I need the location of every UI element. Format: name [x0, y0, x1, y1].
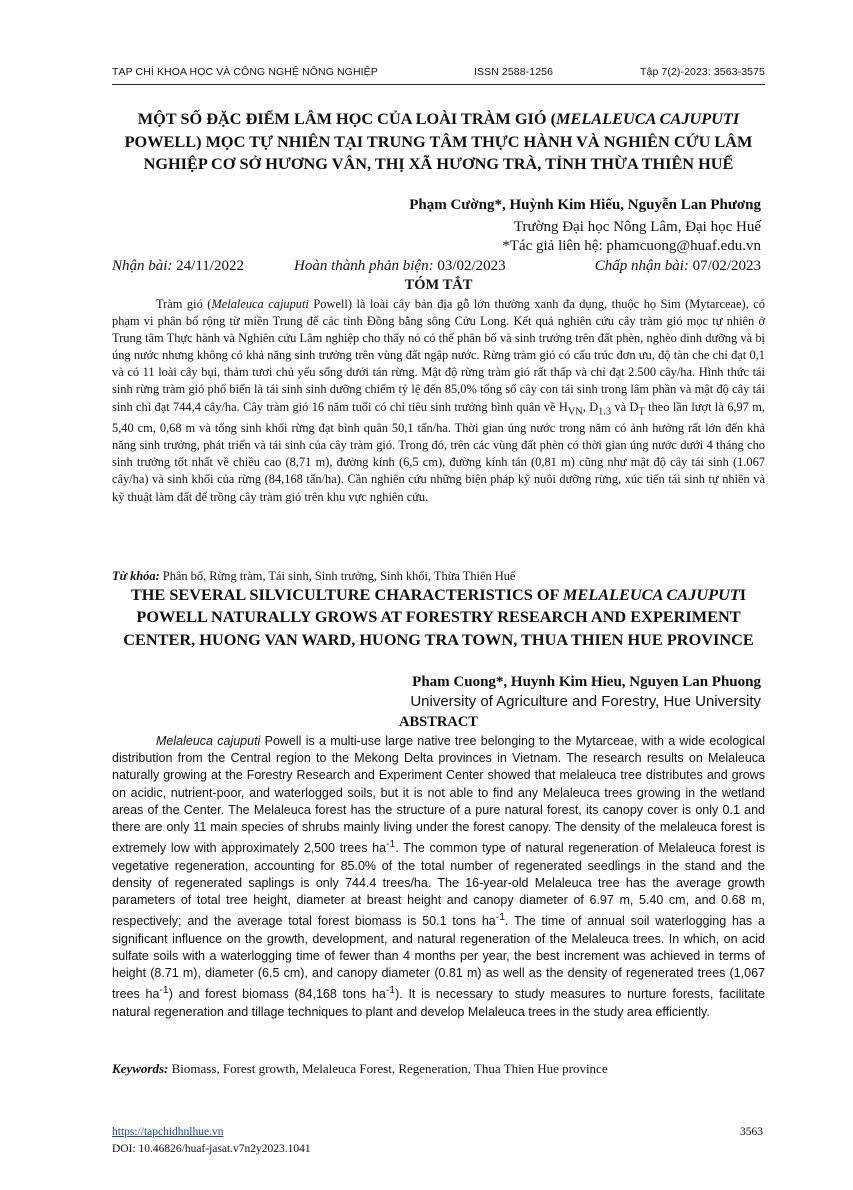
abstract-english	[112, 733, 765, 1021]
title-en-part1: THE SEVERAL SILVICULTURE CHARACTERISTICS OF	[130, 585, 563, 604]
abstract-vn-tail: theo lần lượt là 6,97 m, 5,40 cm, 0,68 m và tổng sinh khối rừng đạt bình quân 50,1 tấn/ha. Thời gian úng nước trong năm có ảnh hưởng rất lớn đến khả năng sinh trưởng, phát triển và tái sinh của cây tràm gió. Trong đó, trên các vùng đất phèn có thời gian úng nước dưới 4 tháng cho sinh trưởng tốt nhất về chiều cao (8,71 m), đường kính (6,5 cm), đường kính tán (0,81 m) cũng như mật độ cây tái sinh (1.067 cây/ha) và sinh khối của rừng (84,168 tấn/ha). Cần nghiên cứu những biện pháp kỹ nuôi dưỡng rừng, xúc tiến tái sinh tự nhiên và kỹ thuật làm đất để trồng cây tràm gió trên khu vực nghiên cứu.	[112, 399, 765, 504]
abstract-vn-species: Melaleuca cajuputi	[211, 297, 309, 311]
subscript-vn: VN	[567, 406, 583, 418]
superscript-1: -1	[386, 839, 396, 851]
abstract-en-p3: . The time of annual soil waterlogging has a significant influence on the growth, development, and natural regeneration of the Melaleuca trees. In which, on acid sulfate soils with a waterlogging time of fewer than 4 months per year, the best increment was achieved in terms of height (8.71 m), diameter (6.5 cm), and canopy diameter (0.81 m) as well as the density of regenerated trees (1,067 trees ha	[112, 914, 765, 1002]
title-vn-species: MELALEUCA CAJUPUTI	[556, 109, 740, 128]
abstract-en-p5: ). It is necessary to study measures to nurture forests, facilitate natural regeneration and tillage techniques to plant and develop Melaleuca trees in the study area efficiently.	[112, 987, 765, 1019]
abstract-heading-en: ABSTRACT	[399, 714, 478, 730]
keywords-vietnamese	[112, 569, 765, 584]
keywords-english	[112, 1061, 765, 1077]
accepted-date	[595, 258, 761, 275]
title-vn-part2: POWELL) MỌC TỰ NHIÊN TẠI TRUNG TÂM THỰC HÀNH VÀ NGHIÊN CỨU LÂM NGHIỆP CƠ SỞ HƯƠNG VÂN, THỊ XÃ HƯƠNG TRÀ, TỈNH THỪA THIÊN HUẾ	[124, 131, 753, 174]
title-en-species: MELALEUCA CAJUPUT	[562, 585, 740, 604]
affiliation-vietnamese: Trường Đại học Nông Lâm, Đại học Huế	[513, 219, 761, 235]
title-vn-part1: MỘT SỐ ĐẶC ĐIỂM LÂM HỌC CỦA LOÀI TRÀM GIÓ (	[137, 109, 556, 128]
subscript-13: 1.3	[598, 406, 612, 418]
title-english	[112, 584, 765, 651]
keywords-vn-label: Từ khóa:	[112, 569, 160, 583]
abstract-vn-mid2: và D	[611, 399, 639, 414]
journal-name: TẠP CHÍ KHOA HỌC VÀ CÔNG NGHỆ NÔNG NGHIỆP	[112, 66, 378, 78]
authors-vietnamese: Phạm Cường*, Huỳnh Kim Hiếu, Nguyễn Lan Phương	[409, 197, 761, 213]
subscript-t: T	[638, 406, 645, 418]
doi: DOI: 10.46826/huaf-jasat.v7n2y2023.1041	[112, 1143, 311, 1155]
reviewed-value: 03/02/2023	[437, 258, 506, 274]
keywords-en-label: Keywords:	[112, 1061, 169, 1076]
keywords-en-text: Biomass, Forest growth, Melaleuca Forest, Regeneration, Thua Thien Hue province	[168, 1061, 608, 1076]
received-value: 24/11/2022	[176, 258, 244, 274]
reviewed-date	[294, 258, 506, 275]
abstract-vietnamese	[112, 296, 765, 506]
volume-pages: Tập 7(2)-2023: 3563-3575	[640, 66, 765, 78]
superscript-3: -1	[159, 985, 169, 997]
keywords-vn-text: Phân bố, Rừng tràm, Tái sinh, Sinh trưởng, Sinh khối, Thừa Thiên Huế	[159, 569, 516, 583]
corresponding-author: *Tác giả liên hệ: phamcuong@huaf.edu.vn	[502, 238, 761, 254]
abstract-vn-body: Powell) là loài cây bản địa gỗ lớn thường xanh đa dụng, thuộc họ Sim (Mytarceae), có phạm vi phân bố rộng từ miền Trung để các tỉnh Đồng bằng sông Cửu Long. Kết quả nghiên cứu cây tràm gió mọc tự nhiên ở Trung tâm Thực hành và Nghiên cứu Lâm nghiệp cho thấy nó có thể phân bố và sinh trưởng trên đất phèn, nghèo dinh dưỡng và bị úng nước nhưng không có khả năng sinh trưởng trên vùng đất ngập nước. Rừng tràm gió có cấu trúc đơn ưu, độ tàn che chỉ đạt 0,1 và có 11 loài cây bụi, thảm tươi chủ yếu sống dưới tán rừng. Mật độ rừng tràm gió rất thấp và chỉ đạt 2.500 cây/ha. Hình thức tái sinh rừng tràm gió phổ biến là tái sinh sinh dưỡng chiếm tỷ lệ đến 85,0% tổng số cây con tái sinh trong lâm phần và mật độ cây tái sinh chỉ đạt 744,4 cây/ha. Cây tràm gió 16 năm tuổi có chỉ tiêu sinh trưởng bình quân về H	[112, 297, 765, 414]
abstract-vn-lead: Tràm gió (	[156, 297, 212, 311]
running-header	[112, 66, 765, 82]
authors-english: Pham Cuong*, Huynh Kim Hieu, Nguyen Lan Phuong	[412, 674, 761, 690]
abstract-en-p4: ) and forest biomass (84,168 tons ha	[168, 987, 386, 1002]
superscript-4: -1	[385, 985, 396, 997]
abstract-en-p1: Powell is a multi-use large native tree belonging to the Mytarceae, with a wide ecological distribution from the Central region to the Mekong Delta provinces in Vietnam. The research results on Melaleuca naturally growing at the Forestry Research and Experiment Center showed that melaleuca tree distributes and grows on acidic, nutrient-poor, and waterlogged soils, but it is not able to find any Melaleuca trees growing in the wetland areas of the Center. The Melaleuca forest has the structure of a pure natural forest, its canopy cover is only 0.1 and there are only 11 main species of shrubs mainly living under the forest canopy. The density of the melaleuca forest is extremely low with approximately 2,500 trees ha	[112, 734, 765, 856]
header-rule	[112, 84, 765, 85]
abstract-en-p2: . The common type of natural regeneration of Melaleuca forest is vegetative regeneration, accounting for 85.0% of the total number of regenerated seedlings in the stand and the density of regenerated saplings is only 744.4 trees/ha. The 16-year-old Melaleuca tree has the average growth parameters of total tree height, diameter at breast height and canopy diameter of 6.97 m, 5.40 cm, and 0.68 m, respectively; and the average total forest biomass is 50.1 tons ha	[112, 841, 765, 929]
superscript-2: -1	[495, 912, 506, 924]
reviewed-label: Hoàn thành phản biện:	[294, 258, 434, 274]
abstract-heading-vn: TÓM TẮT	[404, 277, 473, 293]
received-date	[112, 258, 244, 275]
title-en-part2: I POWELL NATURALLY GROWS AT FORESTRY RESEARCH AND EXPERIMENT CENTER, HUONG VAN WARD, HUONG TRA TOWN, THUA THIEN HUE PROVINCE	[123, 585, 754, 649]
issn: ISSN 2588-1256	[474, 66, 554, 78]
accepted-label: Chấp nhận bài:	[594, 258, 689, 274]
article-dates	[112, 258, 761, 278]
affiliation-english: University of Agriculture and Forestry, Hue University	[410, 693, 761, 710]
abstract-en-species: Melaleuca cajuputi	[156, 734, 261, 748]
page-number: 3563	[740, 1126, 763, 1138]
title-vietnamese	[112, 108, 765, 176]
accepted-value: 07/02/2023	[692, 258, 761, 274]
received-label: Nhận bài:	[112, 258, 173, 274]
journal-website-link[interactable]: https://tapchidhnlhue.vn	[112, 1126, 224, 1138]
abstract-vn-mid1: , D	[582, 399, 599, 414]
